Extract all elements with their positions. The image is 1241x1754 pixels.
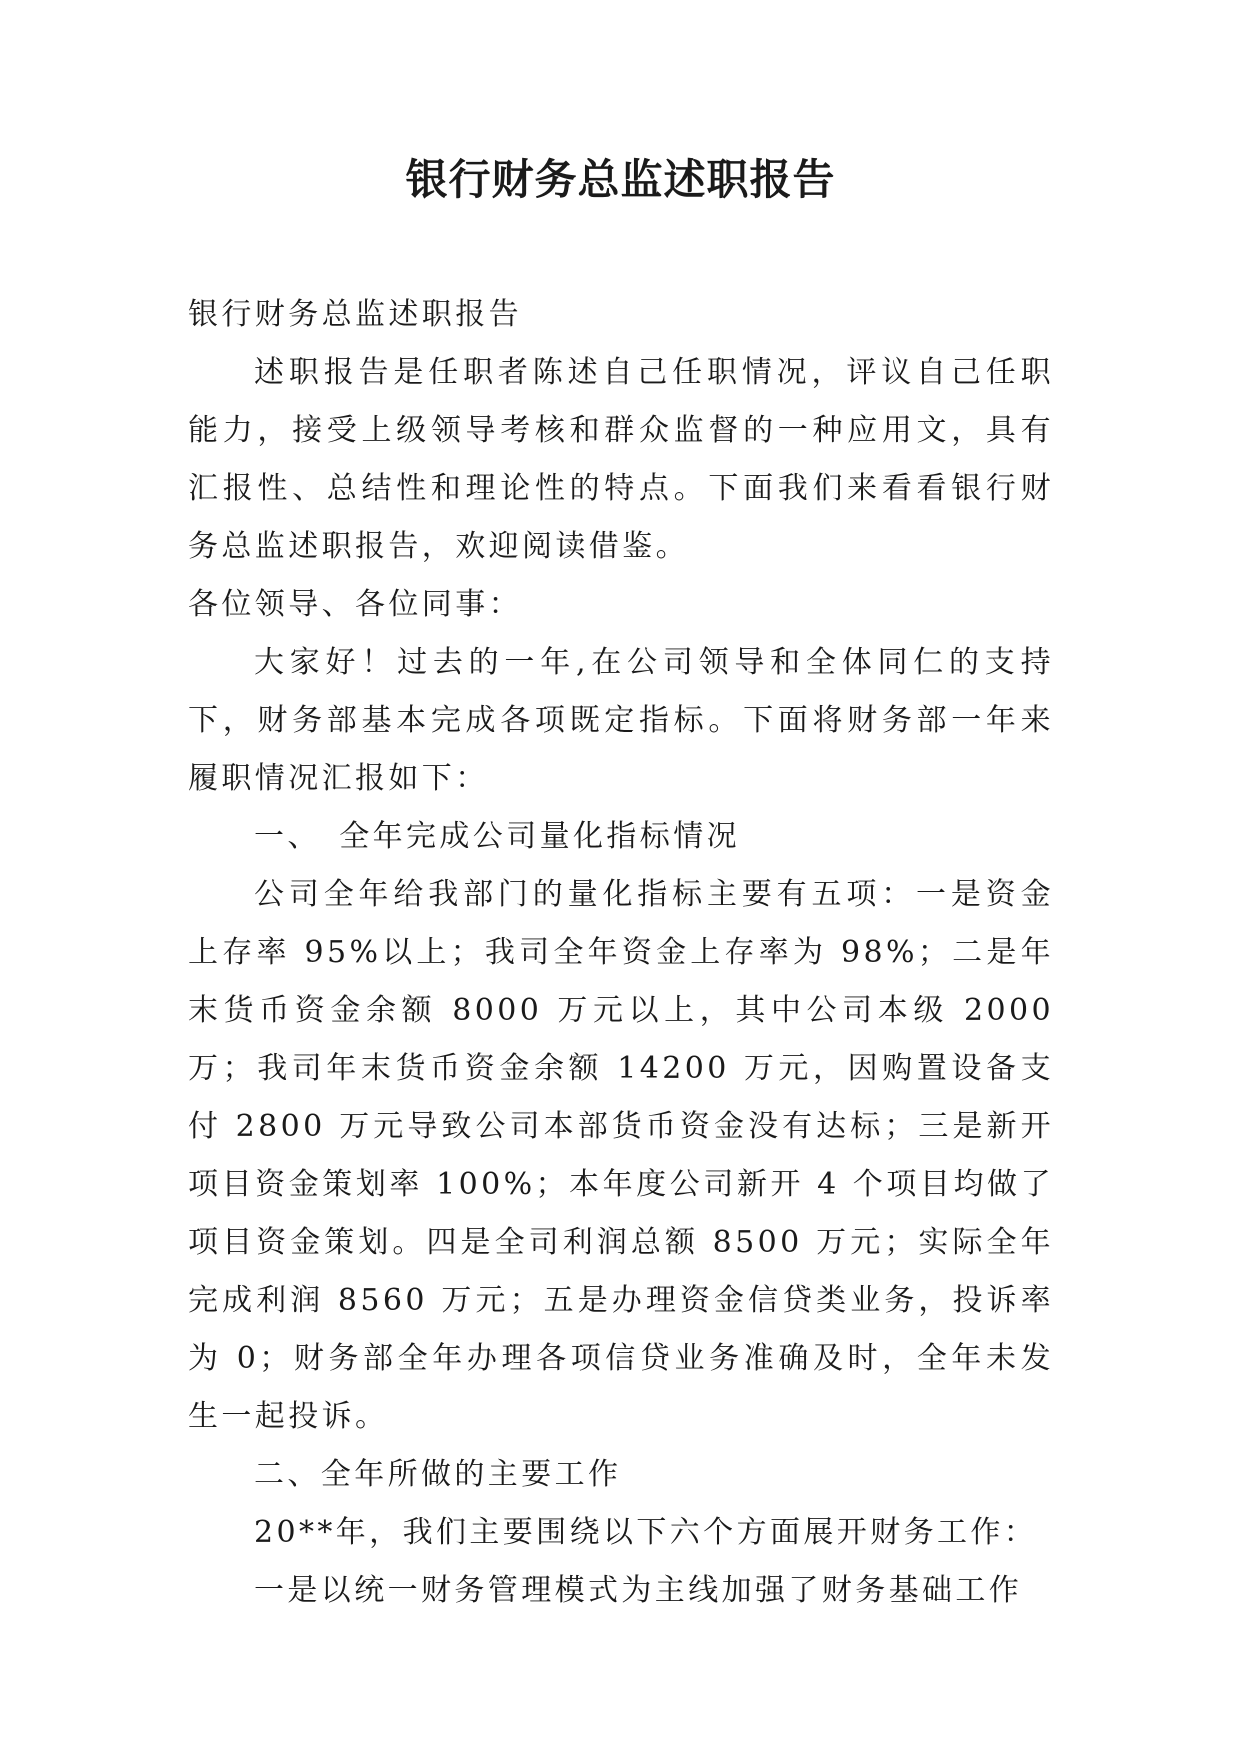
paragraph-heading: 银行财务总监述职报告 <box>188 297 522 332</box>
document-body <box>188 286 1054 1620</box>
paragraph-work-item-1: 一是以统一财务管理模式为主线加强了财务基础工作 <box>254 1573 1023 1608</box>
paragraph-work-intro: 20**年，我们主要围绕以下六个方面展开财务工作： <box>254 1515 1038 1550</box>
paragraph-intro: 述职报告是任职者陈述自己任职情况，评议自己任职能力，接受上级领导考核和群众监督的一种应用文，具有汇报性、总结性和理论性的特点。下面我们来看看银行财务总监述职报告，欢迎阅读借鉴。 <box>188 355 1054 564</box>
paragraph-indicators: 公司全年给我部门的量化指标主要有五项：一是资金上存率 95%以上；我司全年资金上存率为 98%；二是年末货币资金余额 8000 万元以上，其中公司本级 2000 万；我司年末货币资金余额 14200 万元，因购置设备支付 2800 万元导致公司本部货币资金没有达标；三是新开项目资金策划率 100%；本年度公司新开 4 个项目均做了项目资金策划。四是全司利润总额 8500 万元；实际全年完成利润 8560 万元；五是办理资金信贷类业务，投诉率为 0；财务部全年办理各项信贷业务准确及时，全年未发生一起投诉。 <box>188 877 1054 1434</box>
paragraph-salutation: 各位领导、各位同事： <box>188 587 522 622</box>
document-title: 银行财务总监述职报告 <box>405 155 836 204</box>
section-heading-1: 一、 全年完成公司量化指标情况 <box>254 819 740 854</box>
paragraph-greeting: 大家好！过去的一年,在公司领导和全体同仁的支持下，财务部基本完成各项既定指标。下面将财务部一年来履职情况汇报如下： <box>188 645 1054 796</box>
section-heading-2: 二、全年所做的主要工作 <box>254 1457 622 1492</box>
